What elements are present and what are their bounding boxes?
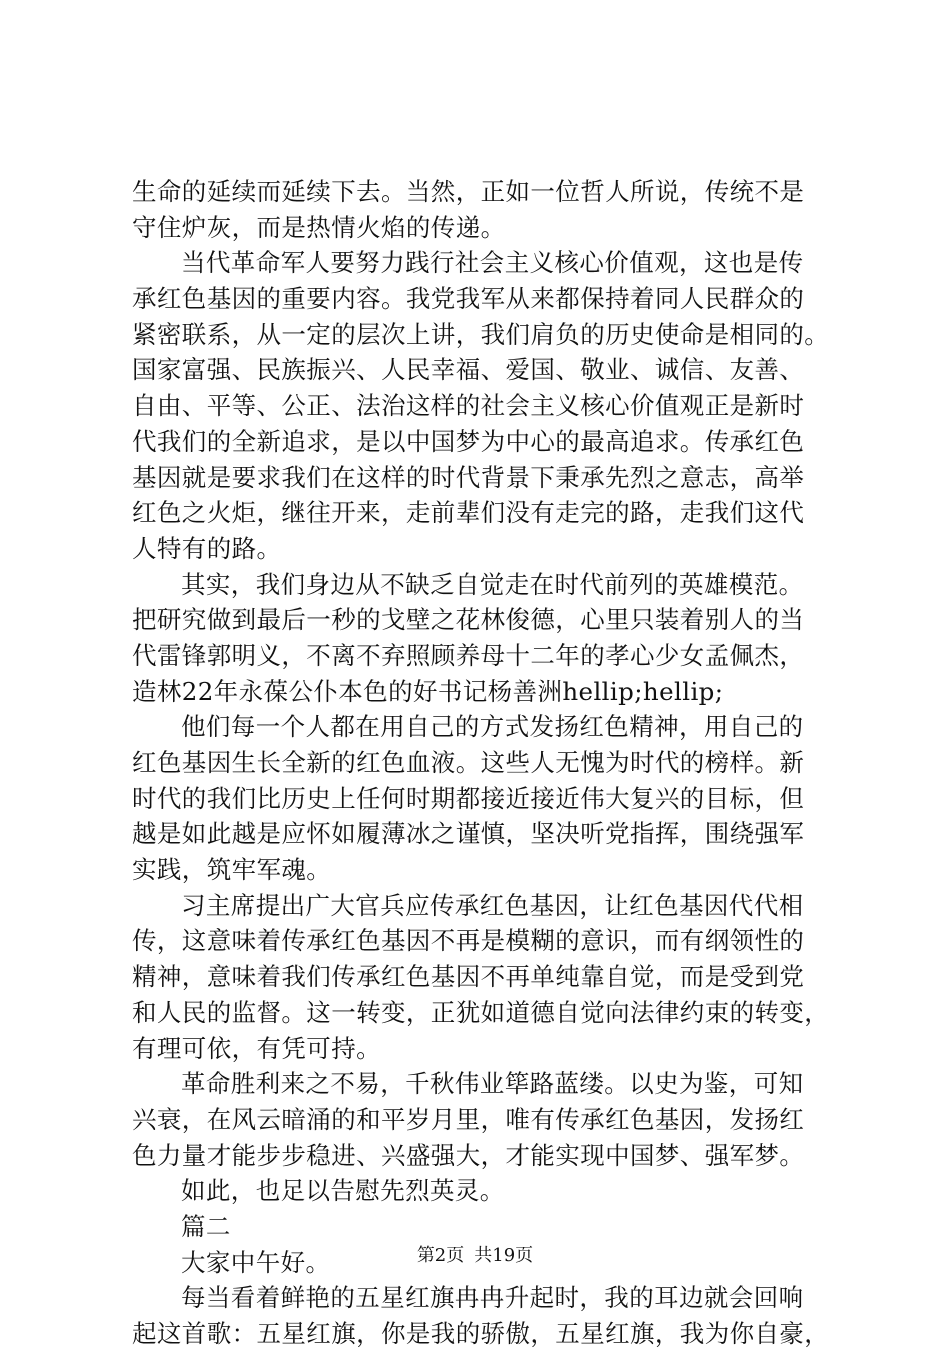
text-line: 兴衰，在风云暗涌的和平岁月里，唯有传承红色基因，发扬红	[132, 1104, 805, 1134]
text-line: 时代的我们比历史上任何时期都接近接近伟大复兴的目标，但	[132, 783, 805, 813]
text-line: 习主席提出广大官兵应传承红色基因，让红色基因代代相	[181, 890, 804, 920]
text-line: 紧密联系，从一定的层次上讲，我们肩负的历史使命是相同的。	[132, 319, 830, 349]
text-line: 当代革命军人要努力践行社会主义核心价值观，这也是传	[181, 248, 804, 278]
text-line: 代雷锋郭明义，不离不弃照顾养母十二年的孝心少女孟佩杰，	[132, 640, 805, 670]
text-line: 起这首歌：五星红旗，你是我的骄傲，五星红旗，我为你自豪，	[132, 1319, 830, 1348]
text-line: 篇二	[181, 1211, 231, 1241]
text-line: 实践，筑牢军魂。	[132, 855, 332, 885]
text-line: 国家富强、民族振兴、人民幸福、爱国、敬业、诚信、友善、	[132, 355, 805, 385]
text-line: 越是如此越是应怀如履薄冰之谨慎，坚决听党指挥，围绕强军	[132, 819, 805, 849]
text-line: 和人民的监督。这一转变，正犹如道德自觉向法律约束的转变，	[132, 997, 830, 1027]
text-line: 承红色基因的重要内容。我党我军从来都保持着同人民群众的	[132, 284, 805, 314]
text-line: 把研究做到最后一秒的戈壁之花林俊德，心里只装着别人的当	[132, 605, 805, 635]
text-line: 自由、平等、公正、法治这样的社会主义核心价值观正是新时	[132, 391, 805, 421]
document-body	[132, 174, 852, 1352]
text-line: 他们每一个人都在用自己的方式发扬红色精神，用自己的	[181, 712, 804, 742]
text-line: 传，这意味着传承红色基因不再是模糊的意识，而有纲领性的	[132, 926, 805, 956]
page-number-total: 共19页	[474, 1245, 534, 1266]
text-line: 精神，意味着我们传承红色基因不再单纯靠自觉，而是受到党	[132, 962, 805, 992]
text-line: 如此，也足以告慰先烈英灵。	[181, 1176, 505, 1206]
text-line: 色力量才能步步稳进、兴盛强大，才能实现中国梦、强军梦。	[132, 1140, 805, 1170]
text-line: 守住炉灰，而是热情火焰的传递。	[132, 212, 506, 242]
text-line: 红色之火炬，继往开来，走前辈们没有走完的路，走我们这代	[132, 498, 805, 528]
text-line: 其实，我们身边从不缺乏自觉走在时代前列的英雄模范。	[181, 569, 804, 599]
text-line: 红色基因生长全新的红色血液。这些人无愧为时代的榜样。新	[132, 748, 805, 777]
text-line: 革命胜利来之不易，千秋伟业筚路蓝缕。以史为鉴，可知	[181, 1069, 804, 1099]
text-line: 生命的延续而延续下去。当然，正如一位哲人所说，传统不是	[132, 177, 805, 206]
text-line: 代我们的全新追求，是以中国梦为中心的最高追求。传承红色	[132, 426, 805, 456]
text-line: 人特有的路。	[132, 533, 282, 563]
text-line: 大家中午好。	[181, 1247, 331, 1277]
text-line: 基因就是要求我们在这样的时代背景下秉承先烈之意志，高举	[132, 462, 805, 492]
text-line: 有理可依，有凭可持。	[132, 1033, 381, 1063]
text-line: 每当看着鲜艳的五星红旗冉冉升起时，我的耳边就会回响	[181, 1283, 804, 1313]
text-line: 造林22年永葆公仆本色的好书记杨善洲hellip;hellip;	[132, 676, 724, 706]
page-footer	[0, 1244, 950, 1268]
page-number-current: 第2页	[416, 1245, 465, 1266]
